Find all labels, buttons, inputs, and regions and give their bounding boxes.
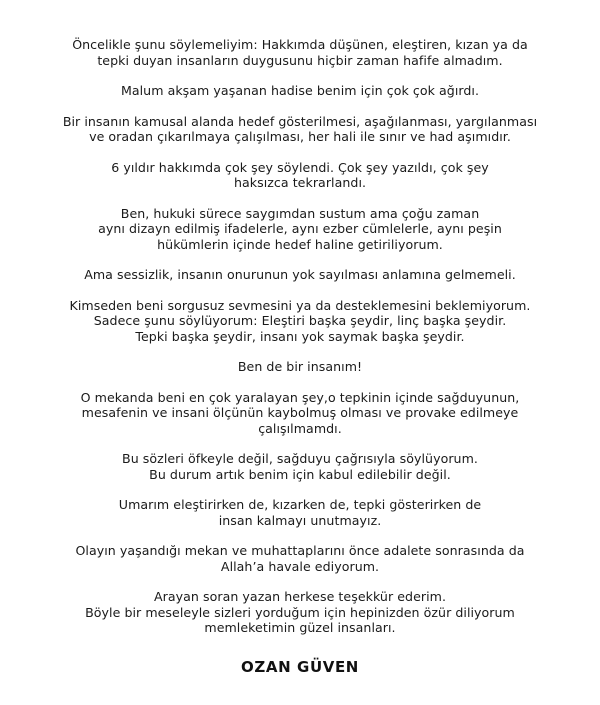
text-line: Ben de bir insanım! xyxy=(237,359,363,374)
paragraph-12 xyxy=(0,543,600,574)
text-line: haksızca tekrarlandı. xyxy=(233,175,367,190)
text-line: Bir insanın kamusal alanda hedef gösterilmesi, aşağılanması, yargılanması xyxy=(62,113,538,129)
text-line: çalışılmamdı. xyxy=(258,420,342,436)
text-line: Öncelikle şunu söylemeliyim: Hakkımda düşünen, eleştiren, kızan ya da xyxy=(72,37,528,52)
text-line: Tepki başka şeydir, insanı yok saymak başka şeydir. xyxy=(135,328,465,344)
text-line: Umarım eleştirirken de, kızarken de, tepki gösterirken de xyxy=(118,497,482,512)
text-line: O mekanda beni en çok yaralayan şey,o tepkinin içinde sağduyunun, xyxy=(80,389,520,405)
text-line: Ben, hukuki sürece saygımdan sustum ama çoğu zaman xyxy=(120,205,480,221)
paragraph-2 xyxy=(0,83,600,99)
text-line: tepki duyan insanların duygusunu hiçbir zaman hafife almadım. xyxy=(97,52,503,68)
text-line: memleketimin güzel insanları. xyxy=(204,620,396,635)
text-line: Ama sessizlik, insanın onurunun yok sayılması anlamına gelmemeli. xyxy=(84,267,516,282)
paragraph-8 xyxy=(0,359,600,375)
paragraph-13 xyxy=(0,589,600,636)
text-line: Allah’a havale ediyorum. xyxy=(220,558,380,574)
text-line: 6 yıldır hakkımda çok şey söylendi. Çok şey yazıldı, çok şey xyxy=(111,159,489,175)
signature: OZAN GÜVEN xyxy=(241,657,359,676)
text-line: Olayın yaşandığı mekan ve muhattaplarını önce adalete sonrasında da xyxy=(75,543,525,558)
text-line: Malum akşam yaşanan hadise benim için çok çok ağırdı. xyxy=(120,83,480,98)
text-line: Bu sözleri öfkeyle değil, sağduyu çağrısıyla söylüyorum. xyxy=(122,451,478,466)
text-line: ve oradan çıkarılmaya çalışılması, her hali ile sınır ve had aşımıdır. xyxy=(89,129,511,144)
paragraph-3 xyxy=(0,114,600,145)
text-line: insan kalmayı unutmayız. xyxy=(218,512,382,528)
text-line: mesafenin ve insani ölçünün kaybolmuş olması ve provake edilmeye xyxy=(81,405,519,420)
paragraph-11 xyxy=(0,497,600,528)
text-line: aynı dizayn edilmiş ifadelerle, aynı ezber cümlelerle, aynı peşin xyxy=(98,221,502,236)
text-line: Bu durum artık benim için kabul edilebilir değil. xyxy=(149,466,451,482)
text-line: Böyle bir meseleyle sizleri yorduğum için hepinizden özür diliyorum xyxy=(85,604,515,620)
paragraph-7 xyxy=(0,298,600,345)
paragraph-6 xyxy=(0,267,600,283)
paragraph-5 xyxy=(0,206,600,253)
text-line: hükümlerin içinde hedef haline getiriliyorum. xyxy=(157,236,443,252)
text-line: Arayan soran yazan herkese teşekkür ederim. xyxy=(153,589,447,604)
text-line: Sadece şunu söylüyorum: Eleştiri başka şeydir, linç başka şeydir. xyxy=(93,313,507,328)
paragraph-1 xyxy=(0,37,600,68)
paragraph-10 xyxy=(0,451,600,482)
text-line: Kimseden beni sorgusuz sevmesini ya da desteklemesini beklemiyorum. xyxy=(69,297,531,313)
paragraph-4 xyxy=(0,160,600,191)
paragraph-9 xyxy=(0,390,600,437)
